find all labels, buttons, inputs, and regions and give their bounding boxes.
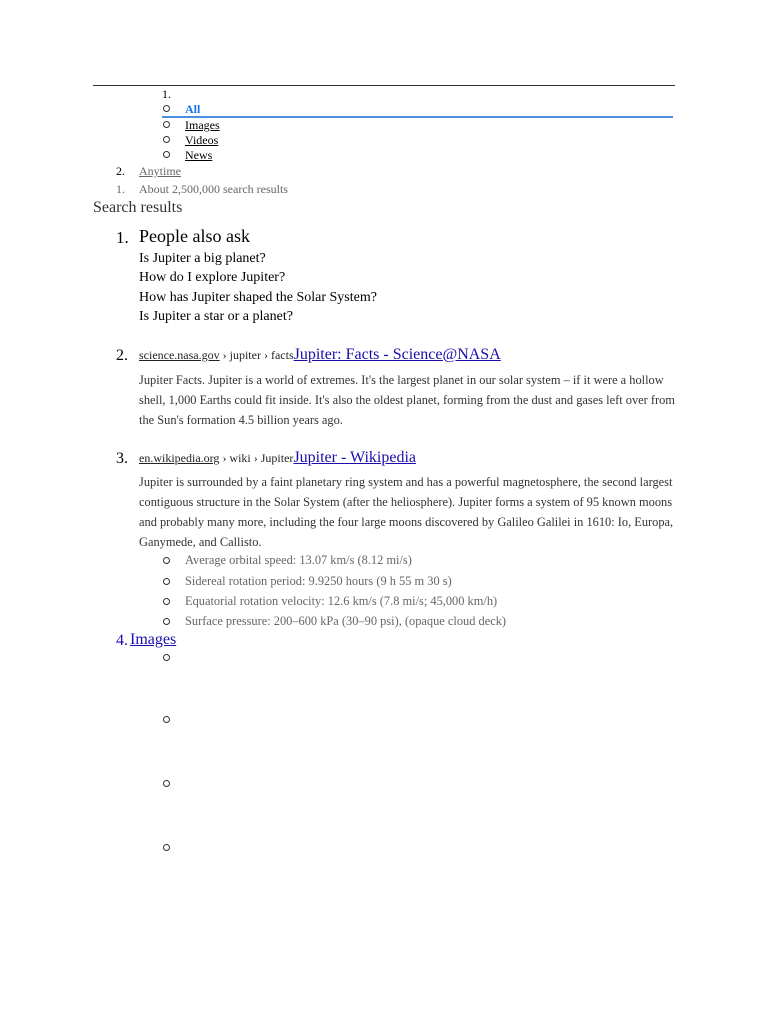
result-count: About 2,500,000 search results: [139, 182, 288, 196]
list-number: 4.: [116, 632, 128, 649]
result-title-link[interactable]: Jupiter: Facts - Science@NASA: [293, 346, 501, 363]
question-item[interactable]: How do I explore Jupiter?: [139, 270, 286, 285]
tab-bullet: [163, 121, 170, 128]
image-item-bullet[interactable]: [163, 844, 170, 851]
question-item[interactable]: Is Jupiter a star or a planet?: [139, 309, 293, 324]
list-number: 1.: [116, 228, 129, 247]
result-cite-path: › jupiter › facts: [219, 348, 294, 362]
fact-bullet: [163, 618, 170, 625]
fact-item: Surface pressure: 200–600 kPa (30–90 psi), (opaque cloud deck): [185, 614, 507, 628]
tab-images[interactable]: Images: [185, 118, 220, 132]
time-filter-dropdown[interactable]: Anytime: [139, 164, 181, 178]
question-item[interactable]: Is Jupiter a big planet?: [139, 251, 266, 266]
tab-all[interactable]: All: [185, 102, 201, 116]
fact-bullet: [163, 598, 170, 605]
people-also-ask-heading: People also ask: [139, 226, 250, 246]
image-item-bullet[interactable]: [163, 654, 170, 661]
result-cite-host[interactable]: en.wikipedia.org: [139, 451, 220, 465]
result-snippet: Jupiter Facts. Jupiter is a world of extremes. It's the largest planet in our solar system – if it were a hollow shell, 1,000 Earths could fit inside. It's also the oldest planet, forming from the dust and gases left over from the Sun's formation 4.5 billion years ago.: [139, 373, 675, 427]
list-number: 1.: [162, 87, 171, 101]
result-cite-host[interactable]: science.nasa.gov: [139, 348, 220, 362]
top-divider: [93, 85, 675, 86]
tab-bullet: [163, 151, 170, 158]
tab-bullet: [163, 105, 170, 112]
fact-bullet: [163, 578, 170, 585]
fact-item: Sidereal rotation period: 9.9250 hours (9 h 55 m 30 s): [185, 574, 452, 588]
search-result: [139, 346, 501, 364]
images-section-link[interactable]: Images: [130, 631, 177, 648]
fact-item: Average orbital speed: 13.07 km/s (8.12 mi/s): [185, 553, 412, 567]
tab-bullet: [163, 136, 170, 143]
results-heading: Search results: [93, 199, 183, 216]
result-cite-path: › wiki › Jupiter: [219, 451, 294, 465]
image-item-bullet[interactable]: [163, 780, 170, 787]
fact-bullet: [163, 557, 170, 564]
list-number: 2.: [116, 164, 125, 178]
tab-videos[interactable]: Videos: [185, 133, 219, 147]
fact-item: Equatorial rotation velocity: 12.6 km/s (7.8 mi/s; 45,000 km/h): [185, 594, 498, 608]
result-title-link[interactable]: Jupiter - Wikipedia: [293, 449, 417, 466]
list-number: 3.: [116, 450, 128, 467]
image-item-bullet[interactable]: [163, 716, 170, 723]
result-snippet: Jupiter is surrounded by a faint planetary ring system and has a powerful magnetosphere, the second largest contiguous structure in the Solar System (after the heliosphere). Jupiter forms a system of 95 known moons and probably many more, including the four large moons discovered by Galileo Galilei in 1610: Io, Europa, Ganymede, and Callisto.: [139, 475, 674, 549]
list-number: 1.: [116, 182, 125, 196]
question-item[interactable]: How has Jupiter shaped the Solar System?: [139, 290, 377, 305]
active-tab-indicator: [162, 116, 673, 118]
search-result: [139, 449, 416, 467]
list-number: 2.: [116, 347, 128, 364]
tab-news[interactable]: News: [185, 148, 213, 162]
